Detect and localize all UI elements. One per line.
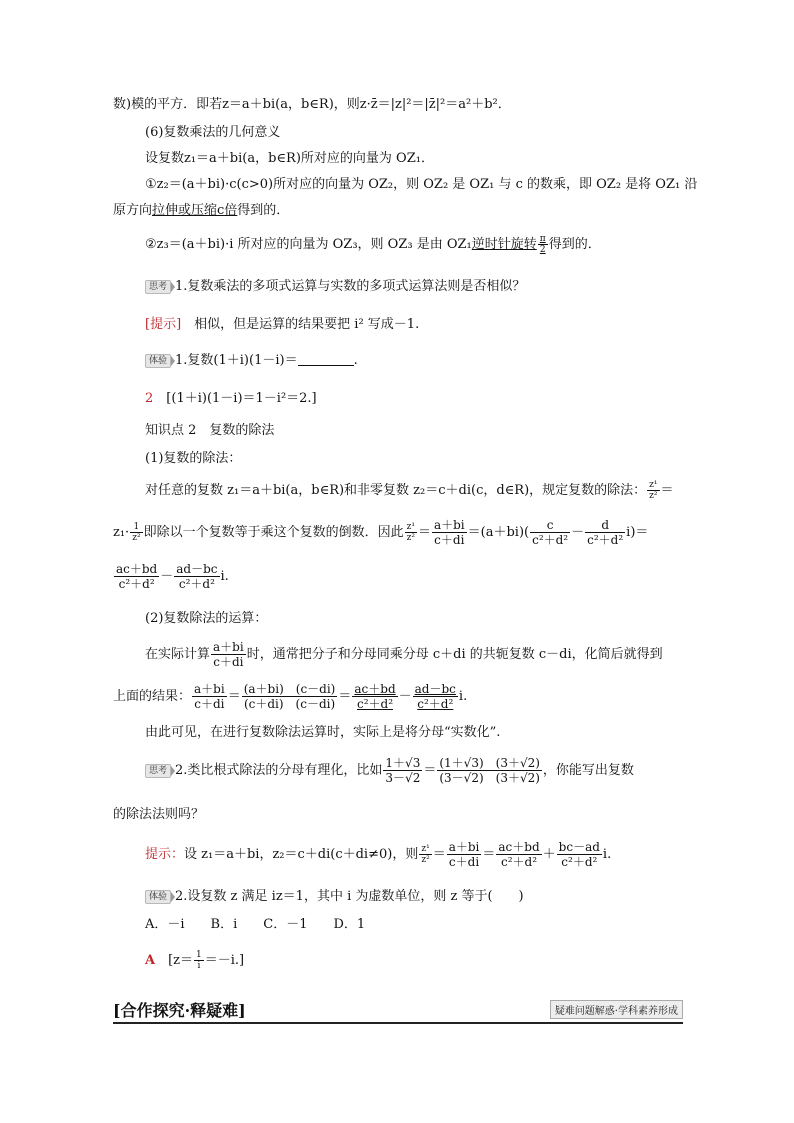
practice-options-2: A．－i B．i C．－1 D．1 [145, 917, 366, 932]
fraction-pi-over-2: $\frac{\pi}{2}$ [539, 234, 546, 255]
practice-question-1: 体验 1.复数(1＋i)(1－i)＝ . [145, 352, 358, 370]
section-heading-6: (6)复数乘法的几何意义 [145, 125, 281, 140]
section-banner-subtitle: 疑难问题解惑·学科素养形成 [550, 1000, 683, 1019]
fraction-c-over-c2d2: $\frac{c}{\text{c²＋d²}}$ [532, 518, 569, 547]
division-definition-line-1: 对任意的复数 z₁＝a＋bi(a，b∈R)和非零复数 z₂＝c＋di(c，d∈R)，规定复数的除法： $\frac{\text{z¹}}{\text{z²}}$ ＝ [145, 480, 674, 501]
answer-blank [298, 353, 354, 366]
fraction-ac-bd: $\frac{ac+bd}{\text{c²＋d²}}$ [116, 562, 158, 591]
hint-label-2: 提示： [145, 847, 185, 862]
practice-question-2: 体验 2.设复数 z 满足 iz＝1，其中 i 为虚数单位，则 z 等于( ) [145, 888, 524, 906]
subsection-1: (1)复数的除法： [145, 451, 242, 466]
hint-fraction-ac-bd: $\frac{ac+bd}{\text{c²＋d²}}$ [498, 840, 540, 869]
practice-answer-1: 2 [(1＋i)(1－i)＝1－i²＝2.] [145, 391, 317, 406]
fraction-step-4: $\frac{ad-bc}{\text{c²＋d²}}$ [414, 682, 456, 711]
division-operation-line-1: 在实际计算 $\frac{a+bi}{c+di}$ 时，通常把分子和分母同乘分母 c＋di 的共轭复数 c－di，化简后就得到 [145, 640, 663, 669]
fraction-step-3: $\frac{ac+bd}{\text{c²＋d²}}$ [354, 682, 396, 711]
fraction-step-1: $\frac{a+bi}{c+di}$ [194, 682, 225, 711]
practice-tag-2: 体验 [145, 890, 171, 904]
knowledge-point-2-title: 知识点 2 复数的除法 [145, 423, 275, 438]
hint-label: [提示] [145, 317, 182, 332]
fraction-ad-bc: $\frac{ad-bc}{\text{c²＋d²}}$ [176, 562, 218, 591]
fraction-step-2: $\frac{(a+bi) (c-di)}{(c+di) (c-di)}$ [243, 682, 336, 711]
practice-answer-2: A [z＝ $\frac{1}{i}$ ＝－i.] [145, 950, 245, 971]
think-question-1: 思考 1.复数乘法的多项式运算与实数的多项式运算法则是否相似？ [145, 278, 525, 296]
division-definition-line-2: z₁· $\frac{1}{\text{z²}}$ 即除以一个复数等于乘这个复数的倒数．因此 $\frac{\text{z¹}}{\text{z²}}$ ＝ $\frac{a+bi}{c+di}$ ＝(a＋bi)( $\frac{c}{\text{c²＋d²}}$ － $\frac{d}{\text{c²＋d²}}$ i)＝ [113, 518, 649, 547]
subsection-2: (2)复数除法的运算： [145, 611, 268, 626]
underlined-term-rotate: 逆时针旋转 [471, 237, 537, 252]
hint-fraction-a-bi: $\frac{a+bi}{c+di}$ [448, 840, 480, 869]
answer-key: 2 [145, 391, 154, 406]
practice-tag: 体验 [145, 354, 171, 368]
fraction-1-over-z2: $\frac{1}{\text{z²}}$ [132, 522, 141, 543]
fraction-d-over-c2d2: $\frac{d}{\text{c²＋d²}}$ [587, 518, 624, 547]
text-line-1: 数)模的平方．即若z＝a＋bi(a，b∈R)，则z·z̄＝|z|²＝|z̄|²＝a²＋b²． [113, 97, 511, 112]
section-banner-title: [合作探究·释疑难] [113, 1001, 246, 1020]
think-question-2-cont: 的除法法则吗？ [113, 807, 205, 822]
division-operation-line-2: 上面的结果： $\frac{a+bi}{c+di}$ ＝ $\frac{(a+bi) (c-di)}{(c+di) (c-di)}$ ＝ $\frac{ac+bd}{\text{c²＋d²}}$ － $\frac{ad-bc}{\text{c²＋d²}}$ i. [113, 682, 468, 711]
section-banner [113, 996, 683, 1024]
fraction-radical-2: $\frac{(1+√3) (3+√2)}{(3-√2) (3+√2)}$ [439, 756, 540, 785]
fraction-a-bi-over-c-di: $\frac{a+bi}{c+di}$ [433, 518, 465, 547]
fraction-a-bi-c-di-2: $\frac{a+bi}{c+di}$ [213, 640, 244, 669]
text-line-3: 设复数z₁＝a＋bi(a，b∈R)所对应的向量为 OZ₁． [145, 151, 434, 166]
hint-1: [提示] 相似，但是运算的结果要把 i² 写成－1. [145, 317, 420, 332]
text-line-6: ②z₃＝(a＋bi)·i 所对应的向量为 OZ₃，则 OZ₃ 是由 OZ₁逆时针旋转 $\frac{\pi}{2}$ 得到的． [145, 234, 601, 255]
think-tag-2: 思考 [145, 764, 171, 778]
answer-fraction-1-over-i: $\frac{1}{i}$ [196, 950, 202, 971]
answer-key-2: A [145, 953, 156, 968]
think-question-2: 思考 2.类比根式除法的分母有理化，比如 $\frac{1+√3}{3-√2}$ ＝ $\frac{(1+√3) (3+√2)}{(3-√2) (3+√2)}$ ，你能写出复数 [145, 756, 634, 785]
fraction-radical-1: $\frac{1+√3}{3-√2}$ [385, 756, 421, 785]
text-line-4: ①z₂＝(a＋bi)·c(c>0)所对应的向量为 OZ₂，则 OZ₂ 是 OZ₁ 与 c 的数乘，即 OZ₂ 是将 OZ₁ 沿 [145, 177, 698, 192]
division-definition-line-3: $\frac{ac+bd}{\text{c²＋d²}}$ － $\frac{ad-bc}{\text{c²＋d²}}$ i. [116, 562, 229, 591]
underlined-term-stretch: 拉伸或压缩c倍 [152, 203, 238, 218]
hint-fraction-z1-z2: $\frac{\text{z¹}}{\text{z²}}$ [421, 844, 430, 865]
think-tag: 思考 [145, 280, 171, 294]
hint-fraction-bc-ad: $\frac{bc-ad}{\text{c²＋d²}}$ [558, 840, 600, 869]
hint-2: 提示：设 z₁＝a＋bi，z₂＝c＋di(c＋di≠0)，则 $\frac{\text{z¹}}{\text{z²}}$ ＝ $\frac{a+bi}{c+di}$ ＝ $\frac{ac+bd}{\text{c²＋d²}}$ ＋ $\frac{bc-ad}{\text{c²＋d²}}$ i. [145, 840, 612, 869]
fraction-z1-z2-b: $\frac{\text{z¹}}{\text{z²}}$ [406, 522, 415, 543]
division-summary: 由此可见，在进行复数除法运算时，实际上是将分母“实数化”. [145, 725, 501, 740]
text-line-5: 原方向拉伸或压缩c倍得到的． [113, 203, 290, 218]
fraction-z1-z2: $\frac{\text{z¹}}{\text{z²}}$ [649, 480, 658, 501]
